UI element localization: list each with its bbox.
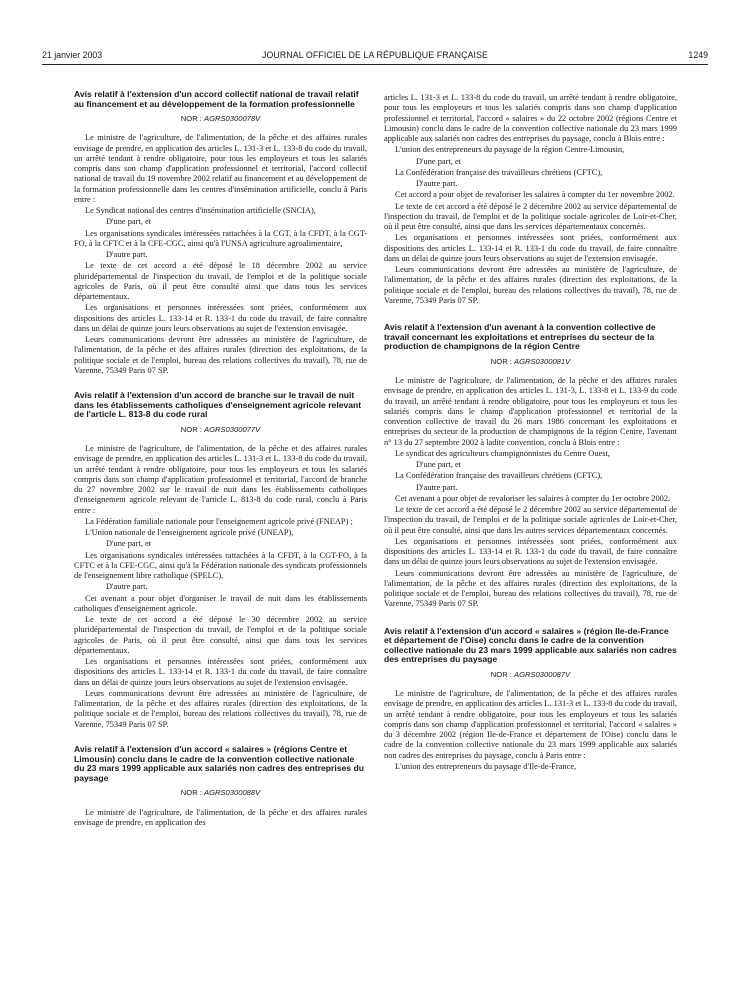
nor-label: NOR :: [490, 356, 512, 366]
paragraph: Leurs communications devront être adressées au ministère de l'agriculture, de l'alimentation, de la pêche et des affaires rurales (direction des exploitations, de la politique sociale et de l'emploi, bureau des relations collectives du travail), 78, rue de Varenne, 75349 Paris 07 SP.: [384, 568, 677, 609]
nor-reference: [74, 788, 367, 798]
paragraph: Cet avenant a pour objet de revaloriser les salaires à compter du 1er octobre 2002.: [395, 493, 671, 503]
nor-code: AGRS0300078V: [204, 114, 261, 124]
paragraph: D'une part, et: [416, 156, 461, 166]
notice-title: Avis relatif à l'extension d'un accord collectif national de travail relatif au financement et au développement de la formation professionnelle: [74, 89, 359, 109]
nor-code: AGRS0300087V: [514, 669, 571, 679]
paragraph: D'une part, et: [106, 217, 151, 227]
paragraph: Les organisations et personnes intéressées sont priées, conformément aux dispositions des articles L. 133-14 et R. 133-1 du code du travail, de faire connaître dans un délai de quinze jours leurs observations au sujet de l'extension envisagée.: [74, 657, 367, 687]
paragraph: Le Syndicat national des centres d'insémination artificielle (SNCIA),: [85, 206, 316, 216]
paragraph: Leurs communications devront être adressées au ministère de l'agriculture, de l'alimentation, de la pêche et des affaires rurales (direction des exploitations, de la politique sociale et de l'emploi, bureau des relations collectives du travail), 78, rue de Varenne, 75349 Paris 07 SP.: [384, 265, 677, 305]
paragraph: articles L. 131-3 et L. 133-8 du code du travail, un arrêté tendant à rendre obligatoire, pour tous les employeurs et tous les salariés compris dans son champ d'application professionnel et territorial, l'accord « salaires » du 22 octobre 2002 (régions Centre et Limousin) conclu dans le cadre de la convention collective nationale du 23 mars 1999 applicable aux salariés non cadres des entreprises du paysage, conclu à Blois entre :: [384, 93, 677, 143]
paragraph: Le ministre de l'agriculture, de l'alimentation, de la pêche et des affaires rurales envisage de prendre, en application des articles L. 131-3 et L. 133-8 du code du travail, un arrêté tendant à rendre obligatoire, pour tous les employeurs et tous les salariés compris dans son champ d'application professionnel et territorial, l'accord de branche du 27 novembre 2002 sur le travail de nuit dans les établissements catholiques d'enseignement agricole relevant de l'article L. 813-8 du code rural, conclu à Paris entre :: [74, 444, 367, 515]
paragraph: Le texte de cet accord a été déposé le 2 décembre 2002 au service départemental de l'inspection du travail, de l'emploi et de la politique sociale agricoles de Loir-et-Cher, où il peut être consulté, ainsi que dans les services départementaux concernés.: [384, 201, 677, 231]
nor-label: NOR :: [180, 424, 202, 434]
nor-reference: [384, 357, 677, 367]
paragraph: L'union des entrepreneurs du paysage d'Ile-de-France,: [395, 761, 577, 771]
notice-title: Avis relatif à l'extension d'un accord de branche sur le travail de nuit dans les établissements catholiques d'enseignement agricole relevant de l'article L. 813-8 du code rural: [74, 390, 362, 420]
nor-code: AGRS0300081V: [514, 356, 571, 366]
paragraph: L'union des entrepreneurs du paysage de la région Centre-Limousin,: [395, 145, 625, 155]
notice-title: Avis relatif à l'extension d'un accord « salaires » (région Ile-de-France et département de l'Oise) conclu dans le cadre de la convention collective nationale du 23 mars 1999 applicable aux salariés non cadres des entreprises du paysage: [384, 625, 677, 665]
paragraph: Le ministre de l'agriculture, de l'alimentation, de la pêche et des affaires rurales envisage de prendre, en application des: [74, 807, 367, 827]
publication-date: 21 janvier 2003: [42, 50, 103, 60]
right-column: [384, 93, 677, 773]
journal-title: JOURNAL OFFICIEL DE LA RÉPUBLIQUE FRANÇAISE: [261, 50, 489, 60]
nor-reference: [74, 425, 367, 435]
paragraph: D'autre part.: [106, 250, 148, 260]
paragraph: D'une part, et: [106, 539, 151, 549]
paragraph: Les organisations syndicales intéressées rattachées à la CGT, à la CFDT, à la CGT-FO, à la CFTC et à la CFE-CGC, ainsi qu'à l'UNSA agriculture agroalimentaire,: [74, 228, 367, 248]
notice-salaires-centre-limousin-continued: [384, 93, 677, 306]
notice-travail-de-nuit: [74, 391, 367, 730]
nor-label: NOR :: [180, 114, 202, 124]
paragraph: Le texte de cet accord a été déposé le 2 décembre 2002 au service départemental de l'inspection du travail, de l'emploi et de la politique sociale agricoles de Loir-et-Cher, où il peut être consulté, ainsi que dans les autres services départementaux concernés.: [384, 505, 677, 535]
notice-title: Avis relatif à l'extension d'un accord « salaires » (régions Centre et Limousin) conclu dans le cadre de la convention collective nationale du 23 mars 1999 applicable aux salariés non cadres des entreprises du paysage: [74, 743, 364, 783]
nor-reference: [74, 114, 367, 124]
nor-label: NOR :: [490, 669, 512, 679]
section-gap: [74, 377, 367, 391]
nor-code: AGRS0300088V: [204, 788, 261, 798]
section-gap: [384, 307, 677, 323]
notice-title: Avis relatif à l'extension d'un avenant à la convention collective de travail concernant les exploitations et entreprises du secteur de la production de champignons de la région Centre: [384, 322, 656, 352]
header-rule: [42, 64, 708, 65]
paragraph: D'autre part.: [416, 179, 458, 188]
paragraph: Les organisations et personnes intéressées sont priées, conformément aux dispositions des articles L. 133-14 et R. 133-1 du code du travail, de faire connaître dans un délai de quinze jours leurs observations au sujet de l'extension envisagée.: [74, 303, 367, 333]
nor-code: AGRS0300077V: [204, 424, 261, 434]
notice-champignons: [384, 323, 677, 610]
paragraph: Le texte de cet accord a été déposé le 18 décembre 2002 au service pluridépartemental de l'inspection du travail, de l'emploi et de la politique sociale agricoles de Paris, où il peut être consulté ainsi que dans tous les services départementaux.: [74, 261, 367, 302]
left-column: [74, 90, 367, 829]
paragraph: La Confédération française des travailleurs chrétiens (CFTC),: [395, 167, 603, 177]
paragraph: Les organisations et personnes intéressées sont priées, conformément aux dispositions des articles L. 133-14 et R. 133-1 du code du travail, de faire connaître dans un délai de quinze jours leurs observations au sujet de l'extension envisagée.: [384, 536, 677, 567]
nor-label: NOR :: [180, 788, 202, 798]
paragraph: Le texte de cet accord a été déposé le 30 décembre 2002 au service pluridépartemental de l'inspection du travail, de l'emploi et de la politique sociale agricoles de Paris, où il peut être consulté, ainsi que dans tous les services départementaux.: [74, 615, 367, 655]
paragraph: D'autre part.: [106, 582, 148, 592]
paragraph: Les organisations et personnes intéressées sont priées, conformément aux dispositions des articles L. 133-14 et R. 133-1 du code du travail, de faire connaître dans un délai de quinze jours leurs observations au sujet de l'extension envisagée.: [384, 233, 677, 263]
paragraph: Le ministre de l'agriculture, de l'alimentation, de la pêche et des affaires rurales envisage de prendre, en application des articles L. 131-3, L. 133-8 et L. 133-9 du code du travail, un arrêté tendant à rendre obligatoire, pour tous les employeurs et tous les salariés compris dans le champ d'application professionnel et territorial de la convention collective de travail du 26 mars 1986 concernant les exploitations et entreprises du secteur de la production de champignons de la région Centre, l'avenant n° 13 du 27 septembre 2002 à ladite convention, conclu à Blois entre :: [384, 376, 677, 447]
paragraph: D'une part, et: [416, 460, 461, 470]
nor-reference: [384, 670, 677, 680]
paragraph: L'Union nationale de l'enseignement agricole privé (UNEAP),: [85, 528, 294, 538]
page-number: 1249: [688, 50, 708, 60]
section-gap: [74, 731, 367, 745]
paragraph: Le syndicat des agriculteurs champignonnistes du Centre Ouest,: [395, 448, 610, 458]
paragraph: Le ministre de l'agriculture, de l'alimentation, de la pêche et des affaires rurales envisage de prendre, en application des articles L. 131-3 et L. 133-8 du code du travail, un arrêté tendant à rendre obligatoire, pour tous les employeurs et tous les salariés compris dans son champ d'application professionnel et territorial, l'accord « salaires » du 3 décembre 2002 (région Ile-de-France et département de l'Oise) conclu dans le cadre de la convention collective nationale du 23 mars 1999 applicable aux salariés non cadres des entreprises du paysage, conclu à Paris entre :: [384, 689, 677, 760]
paragraph: Le ministre de l'agriculture, de l'alimentation, de la pêche et des affaires rurales envisage de prendre, en application des articles L. 131-3 et L. 133-8 du code du travail, un arrêté tendant à rendre obligatoire, pour tous les employeurs et tous les salariés compris dans son champ d'application professionnel et territorial, l'accord collectif national de travail du 19 novembre 2002 relatif au financement et au développement de la formation professionnelle dans les centres d'insémination artificielle, conclu à Paris entre :: [74, 133, 367, 204]
section-gap: [384, 611, 677, 627]
paragraph: Les organisations syndicales intéressées rattachées à la CFDT, à la CGT-FO, à la CFTC et à la CFE-CGC, ainsi qu'à la Fédération nationale des syndicats professionnels de l'enseignement libre catholique (SPELC),: [74, 550, 367, 581]
notice-salaires-centre-limousin: [74, 745, 367, 828]
notice-salaires-ile-de-france: [384, 627, 677, 773]
notice-formation-professionnelle: [74, 90, 367, 376]
paragraph: La Confédération française des travailleurs chrétiens (CFTC),: [395, 471, 603, 481]
paragraph: Leurs communications devront être adressées au ministère de l'agriculture, de l'alimentation, de la pêche et des affaires rurales (direction des exploitations, de la politique sociale et de l'emploi, bureau des relations collectives du travail), 78, rue de Varenne, 75349 Paris 07 SP.: [74, 335, 367, 375]
paragraph: D'autre part.: [416, 482, 458, 492]
paragraph: La Fédération familiale nationale pour l'enseignement agricole privé (FNEAP) ;: [85, 516, 353, 526]
paragraph: Cet accord a pour objet de revaloriser les salaires à compter du 1er novembre 2002.: [395, 190, 675, 200]
page-header: [42, 50, 708, 64]
paragraph: Cet avenant a pour objet d'organiser le travail de nuit dans les établissements catholiques d'enseignement agricole.: [74, 593, 367, 613]
paragraph: Leurs communications devront être adressées au ministère de l'agriculture, de l'alimentation, de la pêche et des affaires rurales (direction des exploitations, de la politique sociale et de l'emploi, bureau des relations collectives du travail), 78, rue de Varenne, 75349 Paris 07 SP.: [74, 688, 367, 729]
